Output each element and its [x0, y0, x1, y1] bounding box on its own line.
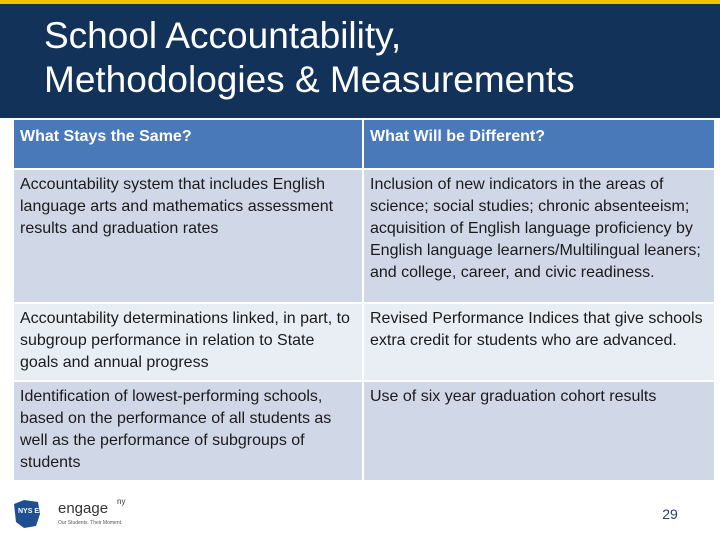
title-line-2: Methodologies & Measurements — [44, 59, 575, 100]
table-cell: Revised Performance Indices that give schools extra credit for students who are advanced. — [363, 303, 715, 381]
table-cell: Accountability determinations linked, in part, to subgroup performance in relation to State goals and annual progress — [13, 303, 363, 381]
nys-ed-mark: NYS ED — [18, 508, 45, 515]
table-header-row — [13, 119, 715, 169]
brand-name: engage — [58, 500, 109, 517]
slide-title — [44, 14, 704, 102]
brand-superscript: ny — [117, 497, 126, 506]
table-cell: Identification of lowest-performing schools, based on the performance of all students as well as the performance of subgroups of students — [13, 381, 363, 481]
table-cell: Accountability system that includes English language arts and mathematics assessment results and graduation rates — [13, 169, 363, 303]
page-number: 29 — [662, 506, 678, 522]
table-cell: Use of six year graduation cohort results — [363, 381, 715, 481]
engageny-logo — [10, 494, 140, 534]
title-bar — [0, 0, 720, 118]
accent-stripe — [0, 0, 720, 4]
table-cell: Inclusion of new indicators in the areas of science; social studies; chronic absenteeism; acquisition of English language proficiency by English language learners/Multilingual leaners; and college, career, and civic readiness. — [363, 169, 715, 303]
brand-tagline: Our Students. Their Moment. — [58, 520, 123, 526]
table-row — [13, 303, 715, 381]
header-will-be-different: What Will be Different? — [363, 119, 715, 169]
header-stays-same: What Stays the Same? — [13, 119, 363, 169]
table-row — [13, 381, 715, 481]
title-line-1: School Accountability, — [44, 15, 402, 56]
table-row — [13, 169, 715, 303]
comparison-table — [12, 118, 716, 482]
